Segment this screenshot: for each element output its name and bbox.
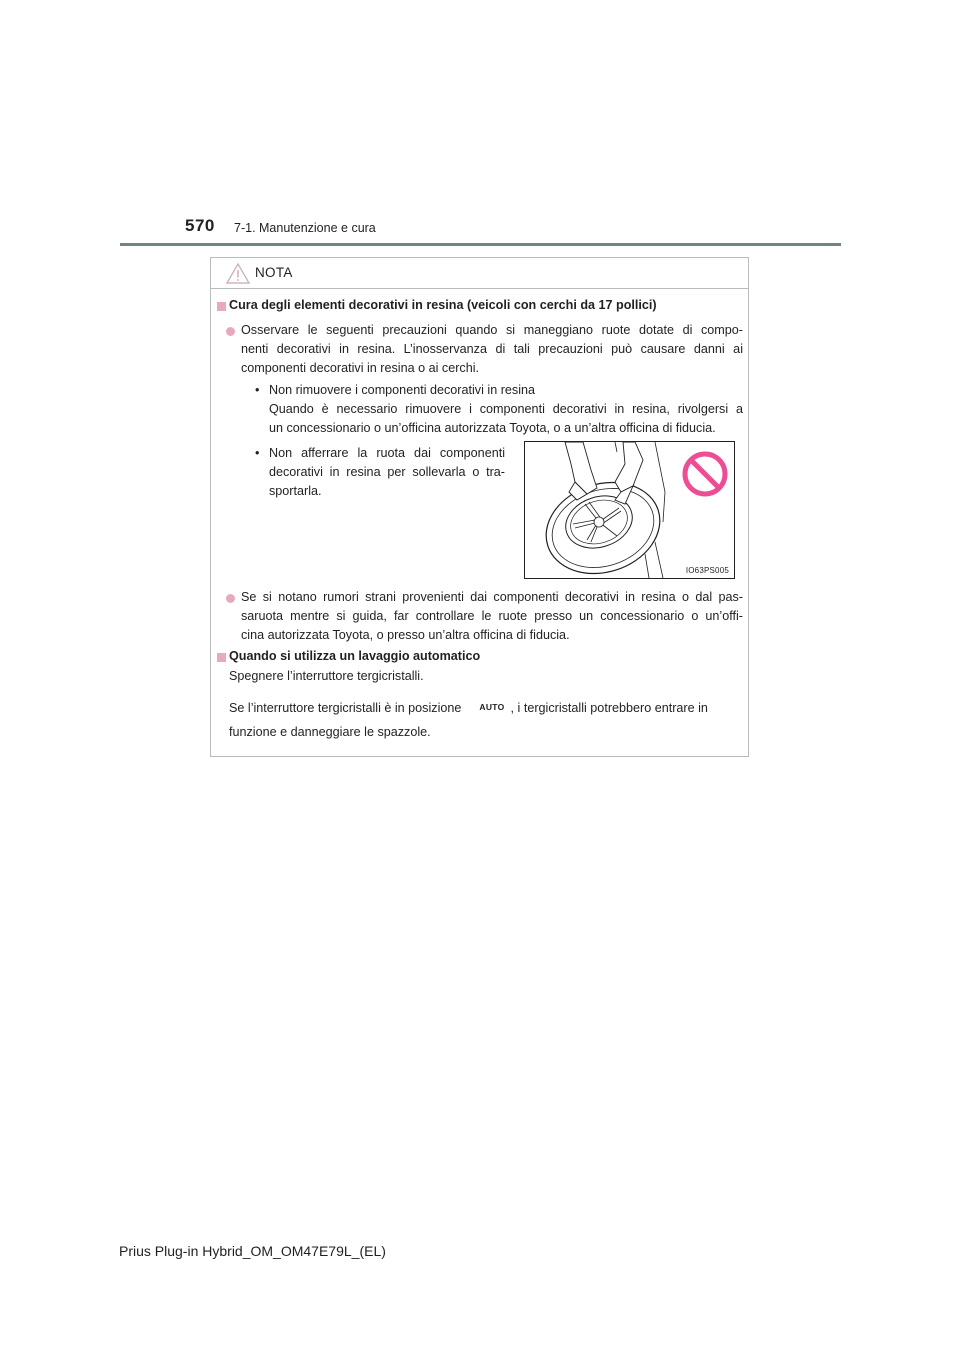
sub1-line-1: Quando è necessario rimuovere i componenti decorativi in resina, rivolgersi a xyxy=(269,402,743,416)
footer-document-id: Prius Plug-in Hybrid_OM_OM47E79L_(EL) xyxy=(119,1243,386,1259)
round-bullet xyxy=(226,594,235,603)
wheel-illustration xyxy=(524,441,735,579)
section2-line-2-start: Se l’interruttore tergicristalli è in posizione xyxy=(229,701,462,715)
section2-line-2-end: , i tergicristalli potrebbero entrare in xyxy=(510,701,708,715)
bullet2-line-1: Se si notano rumori strani provenienti dai componenti decorativi in resina o dal pas- xyxy=(241,590,743,604)
section2-line-1: Spegnere l’interruttore tergicristalli. xyxy=(229,669,424,683)
note-title: NOTA xyxy=(255,265,293,280)
section2-line-3: funzione e danneggiare le spazzole. xyxy=(229,725,431,739)
bullet2-line-2: saruota mentre si guida, far controllare le ruote presso un concessionario o un’offi- xyxy=(241,609,743,623)
sub2-line-3: sportarla. xyxy=(269,484,322,498)
section2-line-2 xyxy=(229,698,749,718)
bullet2-line-3: cina autorizzata Toyota, o presso un’altra officina di fiducia. xyxy=(241,628,570,642)
square-bullet xyxy=(217,653,226,662)
sub2-dot: • xyxy=(255,446,260,460)
sub1-line-2: un concessionario o un’officina autorizzata Toyota, o a un’altra officina di fiducia. xyxy=(269,421,716,435)
page-number: 570 xyxy=(185,216,215,235)
warning-triangle-icon xyxy=(226,263,250,284)
sub1-dot: • xyxy=(255,383,260,397)
note-header xyxy=(211,258,748,289)
section2-heading: Quando si utilizza un lavaggio automatico xyxy=(229,649,481,663)
wheel-drawing xyxy=(525,442,734,578)
bullet1-line-3: componenti decorativi in resina o ai cerchi. xyxy=(241,361,480,375)
figure-code: IO63PS005 xyxy=(685,566,729,575)
square-bullet xyxy=(217,302,226,311)
bullet1-line-2: nenti decorativi in resina. L’inosservanza di tali precauzioni può causare danni ai xyxy=(241,342,743,356)
sub2-line-1: Non afferrare la ruota dai componenti xyxy=(269,446,505,460)
auto-position-badge: AUTO xyxy=(479,702,505,712)
section1-heading: Cura degli elementi decorativi in resina (veicoli con cerchi da 17 pollici) xyxy=(229,298,657,312)
sub1-title: Non rimuovere i componenti decorativi in resina xyxy=(269,383,535,397)
bullet1-line-1: Osservare le seguenti precauzioni quando si maneggiano ruote dotate di compo- xyxy=(241,323,743,337)
sub2-line-2: decorativi in resina per sollevarla o tra- xyxy=(269,465,505,479)
section-title: 7-1. Manutenzione e cura xyxy=(234,221,376,235)
header-rule xyxy=(120,243,841,246)
round-bullet xyxy=(226,327,235,336)
prohibition-icon xyxy=(685,454,725,494)
